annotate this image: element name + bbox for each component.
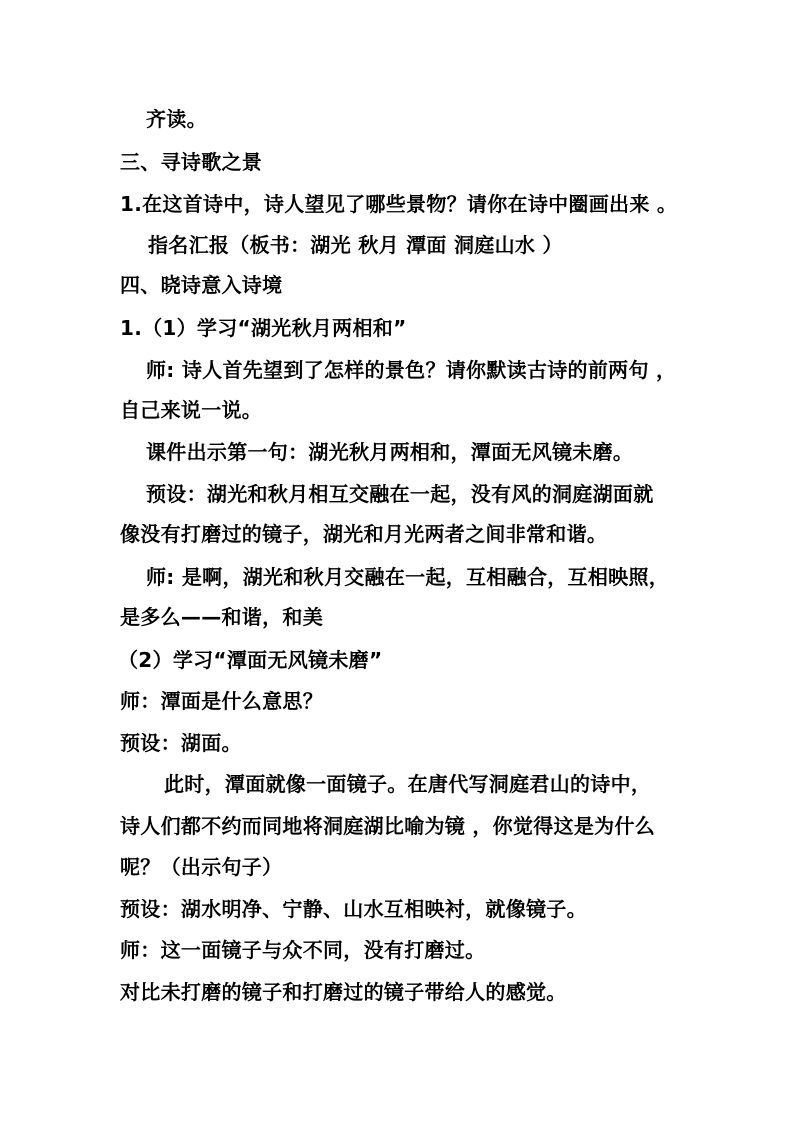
text-line: 此时，潭面就像一面镜子。在唐代写洞庭君山的诗中， <box>164 772 652 796</box>
text-line: 预设：湖光和秋月相互交融在一起，没有风的洞庭湖面就 <box>146 482 654 506</box>
section-heading: 四、晓诗意入诗境 <box>120 273 283 297</box>
text-line: 指名汇报（板书：湖光 秋月 潭面 洞庭山水 ） <box>148 233 563 257</box>
text-line: 预设：湖水明净、宁静、山水互相映衬，就像镜子。 <box>120 897 587 921</box>
text-line: 诗人们都不约而同地将洞庭湖比喻为镜 ，你觉得这是为什么 <box>120 814 656 838</box>
section-heading: 三、寻诗歌之景 <box>120 150 263 174</box>
text-line: 像没有打磨过的镜子，湖光和月光两者之间非常和谐。 <box>120 522 608 546</box>
text-line: 课件出示第一句：湖光秋月两相和，潭面无风镜未磨。 <box>146 440 634 464</box>
text-line: 师: 是啊，湖光和秋月交融在一起，互相融合，互相映照， <box>146 565 670 589</box>
text-line: 是多么——和谐，和美 <box>120 605 323 629</box>
text-line: 预设：湖面。 <box>120 731 242 755</box>
text-line: 齐读。 <box>146 107 207 131</box>
text-line: 呢？（出示句子） <box>120 855 283 879</box>
subsection-heading: 1.（1）学习“湖光秋月两相和” <box>120 316 407 340</box>
text-line: 师：潭面是什么意思？ <box>120 689 323 713</box>
text-line: 师：这一面镜子与众不同，没有打磨过。 <box>120 938 486 962</box>
text-line: 师: 诗人首先望到了怎样的景色？请你默读古诗的前两句 ， <box>146 358 677 382</box>
text-line: 1.在这首诗中，诗人望见了哪些景物？请你在诗中圈画出来 。 <box>120 192 678 216</box>
subsection-heading: （2）学习“潭面无风镜未磨” <box>118 648 383 672</box>
text-line: 对比未打磨的镜子和打磨过的镜子带给人的感觉。 <box>120 980 567 1004</box>
text-line: 自己来说一说。 <box>120 398 263 422</box>
